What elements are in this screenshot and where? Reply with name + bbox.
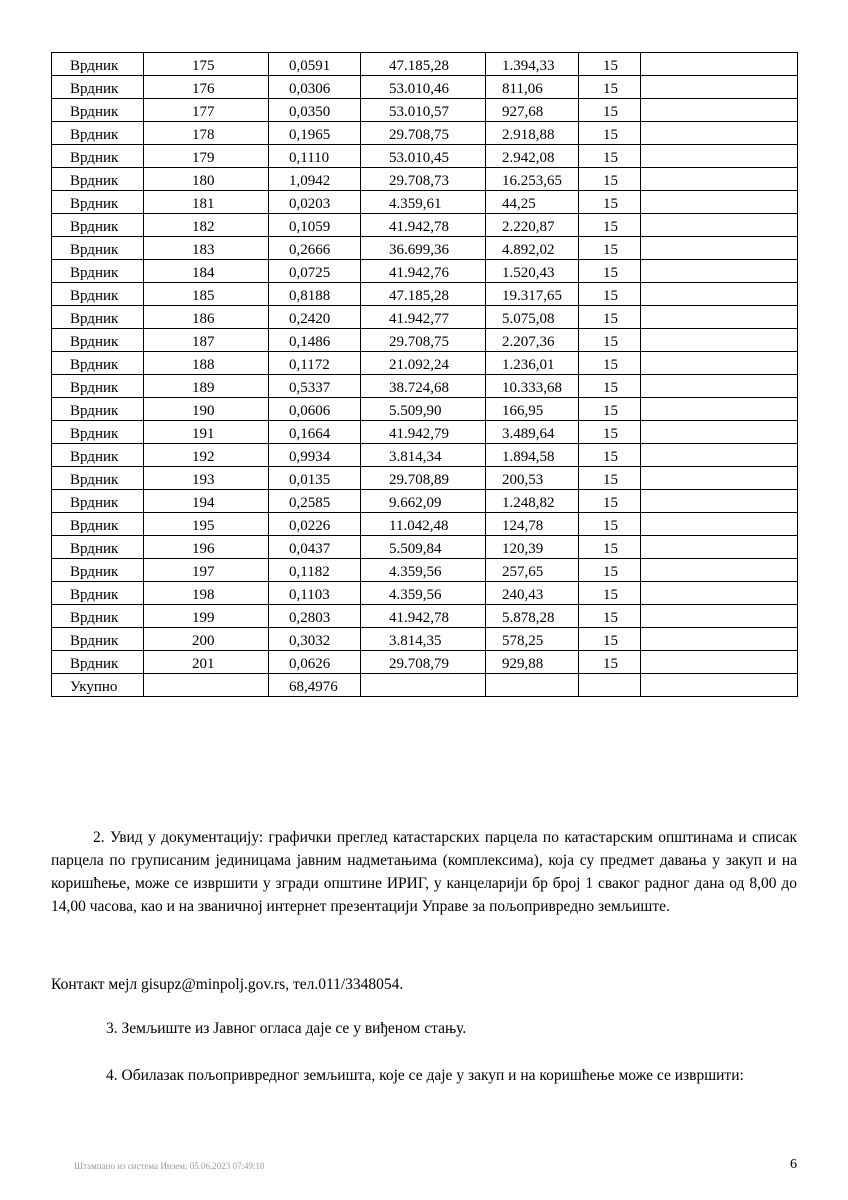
table-row [52, 444, 798, 467]
table-row [52, 605, 798, 628]
cell-parcel-number [144, 674, 269, 697]
cell-parcel-number: 199 [144, 605, 269, 628]
cell-municipality: Врдник [52, 237, 144, 260]
page-number: 6 [790, 1157, 797, 1172]
cell-duration: 15 [579, 53, 641, 76]
cell-parcel-number: 191 [144, 421, 269, 444]
cell-area: 0,5337 [269, 375, 361, 398]
total-row [52, 674, 798, 697]
cell-parcel-number: 197 [144, 559, 269, 582]
cell-area: 0,1182 [269, 559, 361, 582]
cell-parcel-number: 189 [144, 375, 269, 398]
cell-parcel-number: 196 [144, 536, 269, 559]
cell-price-per-ha: 53.010,46 [361, 76, 486, 99]
cell-price-per-ha: 4.359,56 [361, 582, 486, 605]
table-row [52, 214, 798, 237]
cell-price-per-ha: 9.662,09 [361, 490, 486, 513]
table-row [52, 329, 798, 352]
cell-parcel-number: 186 [144, 306, 269, 329]
cell-municipality: Врдник [52, 329, 144, 352]
cell-price-per-ha: 3.814,34 [361, 444, 486, 467]
print-stamp: Штампано из система Инзем: 05.06.2023 07:49:10 [74, 1161, 265, 1171]
cell-duration: 15 [579, 421, 641, 444]
cell-price-per-ha: 29.708,89 [361, 467, 486, 490]
table-row [52, 191, 798, 214]
table-row [52, 559, 798, 582]
cell-municipality: Врдник [52, 352, 144, 375]
cell-total-price: 1.236,01 [486, 352, 579, 375]
cell-notes [641, 513, 798, 536]
cell-total-price: 5.075,08 [486, 306, 579, 329]
cell-area: 0,0606 [269, 398, 361, 421]
table-row [52, 237, 798, 260]
cell-notes [641, 674, 798, 697]
cell-total-price: 1.248,82 [486, 490, 579, 513]
cell-notes [641, 467, 798, 490]
parcel-table [51, 52, 798, 697]
cell-price-per-ha: 5.509,84 [361, 536, 486, 559]
cell-municipality: Врдник [52, 168, 144, 191]
table-row [52, 168, 798, 191]
cell-duration: 15 [579, 145, 641, 168]
cell-area: 0,1172 [269, 352, 361, 375]
cell-municipality: Врдник [52, 605, 144, 628]
cell-municipality: Врдник [52, 191, 144, 214]
cell-area: 0,1965 [269, 122, 361, 145]
cell-price-per-ha: 29.708,75 [361, 329, 486, 352]
cell-price-per-ha: 53.010,45 [361, 145, 486, 168]
cell-area: 0,0626 [269, 651, 361, 674]
cell-notes [641, 53, 798, 76]
cell-price-per-ha: 41.942,78 [361, 214, 486, 237]
cell-municipality: Врдник [52, 444, 144, 467]
table-row [52, 76, 798, 99]
cell-parcel-number: 192 [144, 444, 269, 467]
cell-duration: 15 [579, 168, 641, 191]
cell-municipality: Врдник [52, 398, 144, 421]
cell-notes [641, 582, 798, 605]
cell-duration: 15 [579, 260, 641, 283]
cell-parcel-number: 187 [144, 329, 269, 352]
cell-total-price: 257,65 [486, 559, 579, 582]
cell-price-per-ha: 29.708,79 [361, 651, 486, 674]
table-row [52, 53, 798, 76]
cell-total-price: 578,25 [486, 628, 579, 651]
cell-duration: 15 [579, 375, 641, 398]
cell-municipality: Врдник [52, 53, 144, 76]
cell-total-price: 44,25 [486, 191, 579, 214]
table-row [52, 467, 798, 490]
cell-parcel-number: 180 [144, 168, 269, 191]
cell-area: 0,0135 [269, 467, 361, 490]
cell-duration: 15 [579, 398, 641, 421]
cell-municipality: Укупно [52, 674, 144, 697]
cell-area: 0,0437 [269, 536, 361, 559]
cell-total-price: 2.207,36 [486, 329, 579, 352]
cell-duration: 15 [579, 536, 641, 559]
cell-duration [579, 674, 641, 697]
cell-municipality: Врдник [52, 513, 144, 536]
cell-price-per-ha: 41.942,76 [361, 260, 486, 283]
cell-parcel-number: 190 [144, 398, 269, 421]
cell-total-price: 200,53 [486, 467, 579, 490]
cell-area: 0,0226 [269, 513, 361, 536]
cell-notes [641, 191, 798, 214]
cell-parcel-number: 176 [144, 76, 269, 99]
cell-notes [641, 398, 798, 421]
cell-area: 0,1110 [269, 145, 361, 168]
cell-total-price: 5.878,28 [486, 605, 579, 628]
cell-duration: 15 [579, 329, 641, 352]
cell-total-price: 1.394,33 [486, 53, 579, 76]
cell-notes [641, 168, 798, 191]
cell-parcel-number: 195 [144, 513, 269, 536]
cell-parcel-number: 179 [144, 145, 269, 168]
cell-municipality: Врдник [52, 536, 144, 559]
cell-price-per-ha: 36.699,36 [361, 237, 486, 260]
cell-price-per-ha: 29.708,73 [361, 168, 486, 191]
cell-duration: 15 [579, 237, 641, 260]
cell-parcel-number: 182 [144, 214, 269, 237]
cell-price-per-ha: 53.010,57 [361, 99, 486, 122]
cell-duration: 15 [579, 559, 641, 582]
cell-area: 0,3032 [269, 628, 361, 651]
cell-notes [641, 352, 798, 375]
cell-price-per-ha: 5.509,90 [361, 398, 486, 421]
cell-municipality: Врдник [52, 421, 144, 444]
cell-duration: 15 [579, 628, 641, 651]
cell-area: 0,0725 [269, 260, 361, 283]
cell-area: 0,8188 [269, 283, 361, 306]
cell-notes [641, 76, 798, 99]
paragraph-3-land-condition: 3. Земљиште из Јавног огласа даје се у виђеном стању. [106, 1020, 467, 1037]
cell-total-price [486, 674, 579, 697]
cell-parcel-number: 175 [144, 53, 269, 76]
cell-total-price: 2.942,08 [486, 145, 579, 168]
cell-total-price: 4.892,02 [486, 237, 579, 260]
cell-parcel-number: 181 [144, 191, 269, 214]
cell-area: 0,2803 [269, 605, 361, 628]
cell-duration: 15 [579, 99, 641, 122]
table-row [52, 99, 798, 122]
cell-notes [641, 536, 798, 559]
cell-price-per-ha: 41.942,77 [361, 306, 486, 329]
cell-price-per-ha: 38.724,68 [361, 375, 486, 398]
cell-notes [641, 490, 798, 513]
cell-area: 0,0203 [269, 191, 361, 214]
table-row [52, 260, 798, 283]
cell-municipality: Врдник [52, 76, 144, 99]
cell-price-per-ha: 29.708,75 [361, 122, 486, 145]
cell-total-price: 240,43 [486, 582, 579, 605]
cell-municipality: Врдник [52, 283, 144, 306]
cell-price-per-ha [361, 674, 486, 697]
cell-duration: 15 [579, 122, 641, 145]
table-row [52, 375, 798, 398]
cell-price-per-ha: 47.185,28 [361, 283, 486, 306]
cell-total-price: 1.520,43 [486, 260, 579, 283]
table-row [52, 306, 798, 329]
cell-municipality: Врдник [52, 559, 144, 582]
cell-duration: 15 [579, 306, 641, 329]
parcel-table-body [52, 53, 798, 697]
table-row [52, 421, 798, 444]
cell-notes [641, 605, 798, 628]
table-row [52, 283, 798, 306]
cell-municipality: Врдник [52, 490, 144, 513]
cell-duration: 15 [579, 214, 641, 237]
cell-area: 0,1664 [269, 421, 361, 444]
cell-municipality: Врдник [52, 214, 144, 237]
cell-area: 0,1486 [269, 329, 361, 352]
cell-notes [641, 329, 798, 352]
cell-duration: 15 [579, 513, 641, 536]
table-row [52, 352, 798, 375]
cell-total-price: 927,68 [486, 99, 579, 122]
cell-duration: 15 [579, 582, 641, 605]
cell-price-per-ha: 4.359,61 [361, 191, 486, 214]
cell-municipality: Врдник [52, 145, 144, 168]
cell-municipality: Врдник [52, 651, 144, 674]
cell-notes [641, 306, 798, 329]
cell-notes [641, 214, 798, 237]
cell-municipality: Врдник [52, 99, 144, 122]
cell-parcel-number: 198 [144, 582, 269, 605]
cell-notes [641, 444, 798, 467]
cell-price-per-ha: 41.942,78 [361, 605, 486, 628]
paragraph-2-documentation: 2. Увид у документацију: графички преглед катастарских парцела по катастарским општинама и списак парцела по груписаним јединицама јавним надметањима (комплексима), која су предмет давања у закуп и на коришћење, може се извршити у згради општине ИРИГ, у канцеларији бр број 1 сваког радног дана од 8,00 до 14,00 часова, као и на званичној интернет презентацији Управе за пољопривредно земљиште. [51, 829, 797, 915]
cell-total-price: 19.317,65 [486, 283, 579, 306]
cell-area: 0,0591 [269, 53, 361, 76]
cell-price-per-ha: 21.092,24 [361, 352, 486, 375]
contact-line: Контакт мејл gisupz@minpolj.gov.rs, тел.011/3348054. [51, 976, 404, 993]
cell-notes [641, 421, 798, 444]
cell-area: 1,0942 [269, 168, 361, 191]
cell-notes [641, 651, 798, 674]
cell-notes [641, 145, 798, 168]
cell-area: 0,2420 [269, 306, 361, 329]
cell-notes [641, 375, 798, 398]
cell-total-price: 120,39 [486, 536, 579, 559]
cell-area: 0,9934 [269, 444, 361, 467]
paragraph-4-site-visit: 4. Обилазак пољопривредног земљишта, које се даје у закуп и на коришћење може се извршити: [106, 1067, 744, 1084]
table-row [52, 651, 798, 674]
cell-total-price: 929,88 [486, 651, 579, 674]
cell-price-per-ha: 3.814,35 [361, 628, 486, 651]
cell-area: 0,0350 [269, 99, 361, 122]
cell-parcel-number: 194 [144, 490, 269, 513]
cell-parcel-number: 183 [144, 237, 269, 260]
cell-area: 0,1059 [269, 214, 361, 237]
cell-area: 0,1103 [269, 582, 361, 605]
cell-duration: 15 [579, 283, 641, 306]
cell-notes [641, 628, 798, 651]
cell-municipality: Врдник [52, 467, 144, 490]
cell-total-price: 124,78 [486, 513, 579, 536]
cell-municipality: Врдник [52, 306, 144, 329]
table-row [52, 490, 798, 513]
cell-area: 0,0306 [269, 76, 361, 99]
cell-duration: 15 [579, 352, 641, 375]
cell-parcel-number: 178 [144, 122, 269, 145]
table-row [52, 122, 798, 145]
cell-parcel-number: 201 [144, 651, 269, 674]
cell-parcel-number: 193 [144, 467, 269, 490]
cell-area: 68,4976 [269, 674, 361, 697]
cell-municipality: Врдник [52, 260, 144, 283]
cell-total-price: 10.333,68 [486, 375, 579, 398]
cell-area: 0,2585 [269, 490, 361, 513]
cell-price-per-ha: 4.359,56 [361, 559, 486, 582]
cell-notes [641, 99, 798, 122]
cell-notes [641, 237, 798, 260]
cell-duration: 15 [579, 467, 641, 490]
cell-total-price: 811,06 [486, 76, 579, 99]
cell-area: 0,2666 [269, 237, 361, 260]
cell-municipality: Врдник [52, 582, 144, 605]
cell-notes [641, 283, 798, 306]
table-row [52, 628, 798, 651]
cell-price-per-ha: 11.042,48 [361, 513, 486, 536]
cell-price-per-ha: 41.942,79 [361, 421, 486, 444]
cell-total-price: 166,95 [486, 398, 579, 421]
cell-municipality: Врдник [52, 628, 144, 651]
cell-parcel-number: 200 [144, 628, 269, 651]
cell-total-price: 1.894,58 [486, 444, 579, 467]
cell-total-price: 16.253,65 [486, 168, 579, 191]
cell-parcel-number: 184 [144, 260, 269, 283]
cell-duration: 15 [579, 651, 641, 674]
table-row [52, 145, 798, 168]
cell-duration: 15 [579, 490, 641, 513]
cell-parcel-number: 188 [144, 352, 269, 375]
cell-duration: 15 [579, 191, 641, 214]
cell-total-price: 2.220,87 [486, 214, 579, 237]
table-row [52, 536, 798, 559]
cell-notes [641, 122, 798, 145]
table-row [52, 398, 798, 421]
cell-total-price: 3.489,64 [486, 421, 579, 444]
cell-total-price: 2.918,88 [486, 122, 579, 145]
cell-duration: 15 [579, 444, 641, 467]
cell-municipality: Врдник [52, 375, 144, 398]
cell-parcel-number: 185 [144, 283, 269, 306]
table-row [52, 513, 798, 536]
cell-price-per-ha: 47.185,28 [361, 53, 486, 76]
cell-notes [641, 260, 798, 283]
cell-notes [641, 559, 798, 582]
cell-parcel-number: 177 [144, 99, 269, 122]
cell-duration: 15 [579, 76, 641, 99]
cell-duration: 15 [579, 605, 641, 628]
cell-municipality: Врдник [52, 122, 144, 145]
table-row [52, 582, 798, 605]
